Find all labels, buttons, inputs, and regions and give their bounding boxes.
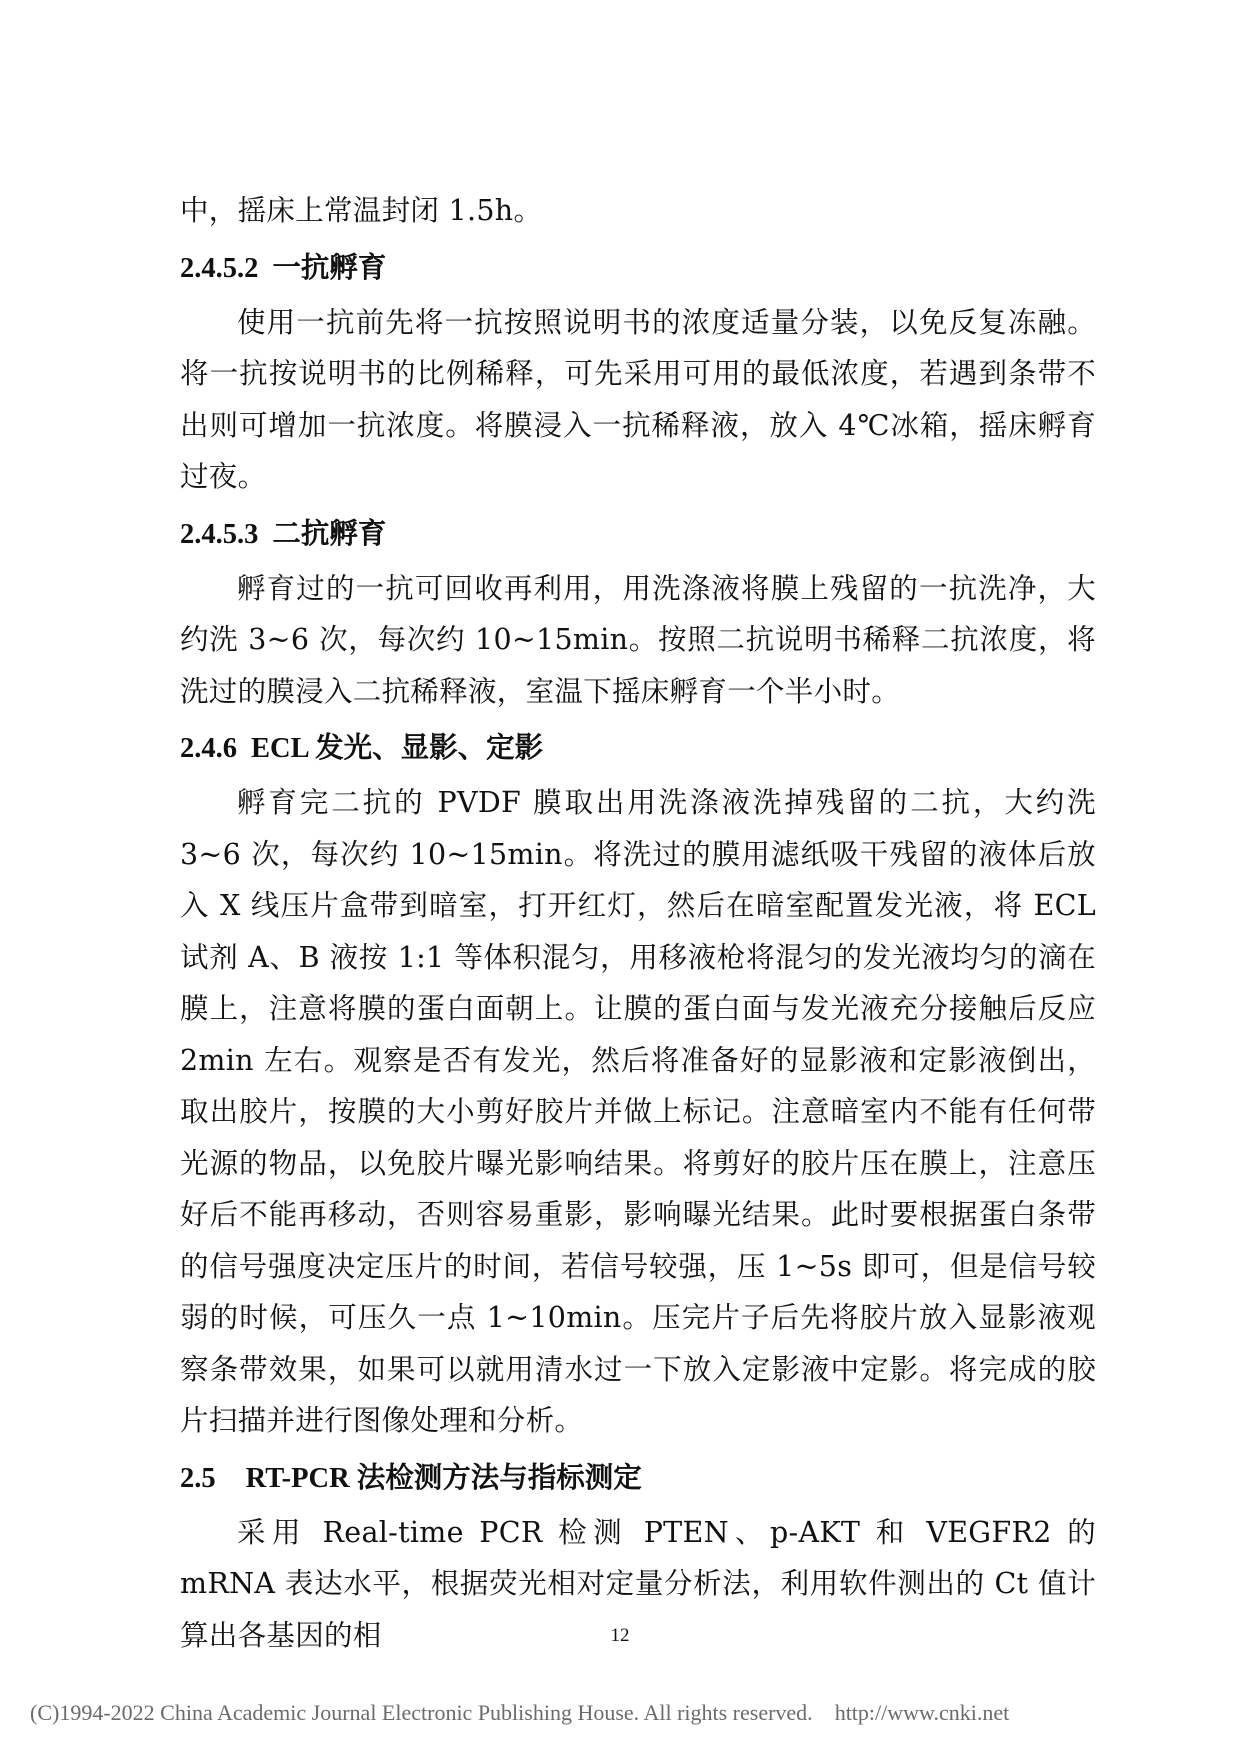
footer-url: http://www.cnki.net — [834, 1700, 1010, 1725]
paragraph-rt-pcr: 采用 Real-time PCR 检测 PTEN、p-AKT 和 VEGFR2 的 mRNA 表达水平，根据荧光相对定量分析法，利用软件测出的 Ct 值计算出各基因的相 — [180, 1515, 1096, 1652]
paragraph-secondary-antibody: 孵育过的一抗可回收再利用，用洗涤液将膜上残留的一抗洗净，大约洗 3~6 次，每次约 10~15min。按照二抗说明书稀释二抗浓度，将洗过的膜浸入二抗稀释液，室温下摇床孵育一个半小时。 — [180, 571, 1096, 708]
section-number: 2.4.5.3 — [180, 518, 259, 550]
section-heading-2-4-5-2 — [180, 245, 1096, 293]
section-title: 二抗孵育 — [272, 518, 387, 550]
section-heading-2-5 — [180, 1455, 1096, 1503]
section-heading-2-4-6 — [180, 725, 1096, 773]
section-number: 2.5 — [180, 1462, 216, 1494]
copyright-text: (C)1994-2022 China Academic Journal Electronic Publishing House. All rights reserved. — [30, 1700, 813, 1725]
page-number: 12 — [610, 1625, 630, 1646]
section-title: 一抗孵育 — [272, 252, 387, 284]
page-body — [180, 185, 1096, 1661]
section-heading-2-4-5-3 — [180, 511, 1096, 559]
paragraph-primary-antibody: 使用一抗前先将一抗按照说明书的浓度适量分装，以免反复冻融。将一抗按说明书的比例稀释，可先采用可用的最低浓度，若遇到条带不出则可增加一抗浓度。将膜浸入一抗稀释液，放入 4℃冰箱，摇床孵育过夜。 — [180, 305, 1096, 493]
section-number: 2.4.5.2 — [180, 252, 259, 284]
paragraph-ecl: 孵育完二抗的 PVDF 膜取出用洗涤液洗掉残留的二抗，大约洗 3~6 次，每次约 10~15min。将洗过的膜用滤纸吸干残留的液体后放入 X 线压片盒带到暗室，打开红灯，然后在暗室配置发光液，将 ECL 试剂 A、B 液按 1:1 等体积混匀，用移液枪将混匀的发光液均匀的滴在膜上，注意将膜的蛋白面朝上。让膜的蛋白面与发光液充分接触后反应 2min 左右。观察是否有发光，然后将准备好的显影液和定影液倒出，取出胶片，按膜的大小剪好胶片并做上标记。注意暗室内不能有任何带光源的物品，以免胶片曝光影响结果。将剪好的胶片压在膜上，注意压好后不能再移动，否则容易重影，影响曝光结果。此时要根据蛋白条带的信号强度决定压片的时间，若信号较强，压 1~5s 即可，但是信号较弱的时候，可压久一点 1~10min。压完片子后先将胶片放入显影液观察条带效果，如果可以就用清水过一下放入定影液中定影。将完成的胶片扫描并进行图像处理和分析。 — [180, 786, 1096, 1437]
copyright-footer — [30, 1700, 1009, 1726]
paragraph-continued: 中，摇床上常温封闭 1.5h。 — [180, 194, 543, 227]
section-title: RT-PCR 法检测方法与指标测定 — [245, 1462, 642, 1494]
section-number: 2.4.6 — [180, 733, 237, 764]
section-title: ECL 发光、显影、定影 — [251, 733, 544, 764]
